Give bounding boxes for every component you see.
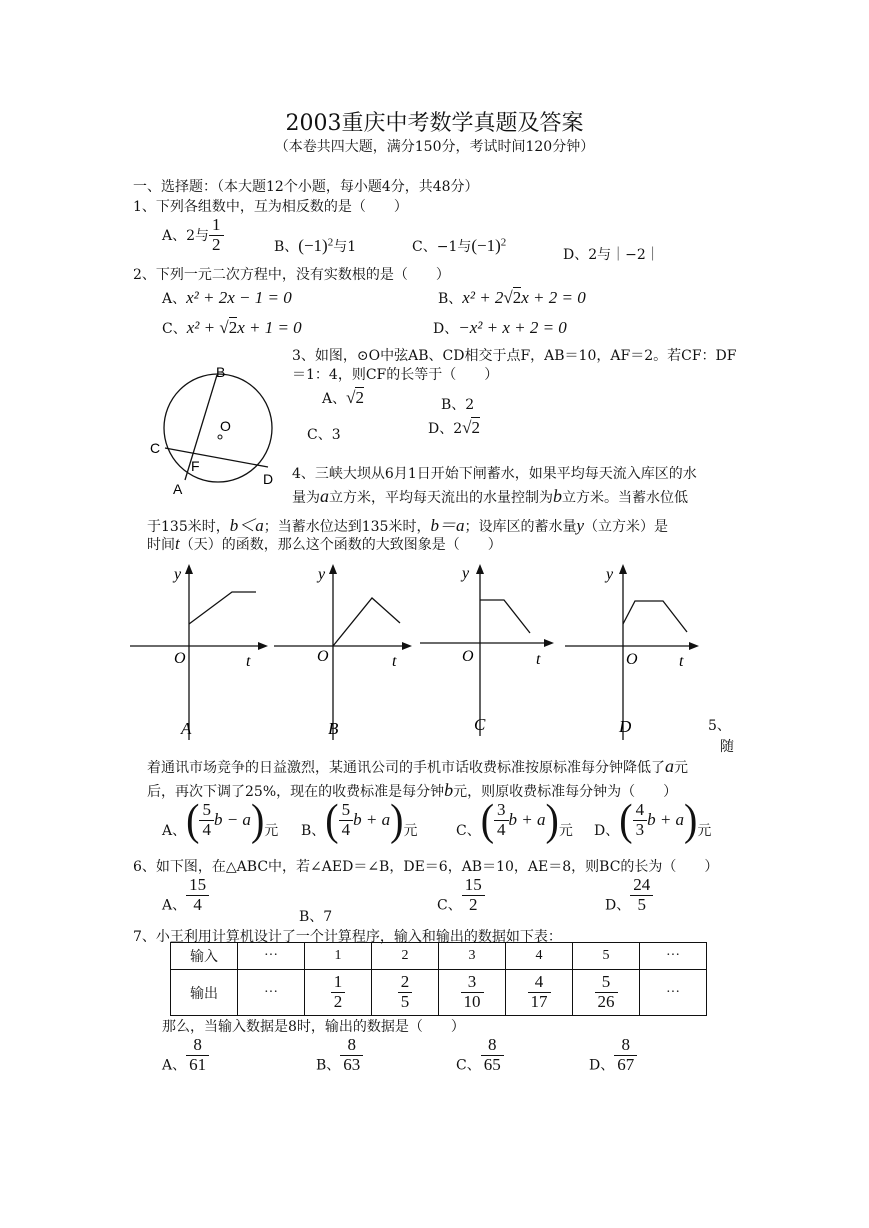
q6-option-b: B、7 bbox=[299, 909, 333, 925]
graph-b bbox=[272, 560, 412, 740]
graph-c-t: t bbox=[536, 651, 541, 668]
row-header-output: 输出 bbox=[171, 970, 238, 1016]
section-heading: 一、选择题：（本大题12个小题，每小题4分，共48分） bbox=[133, 179, 479, 195]
q7-tail: 那么，当输入数据是8时，输出的数据是（ ） bbox=[162, 1019, 465, 1035]
q3-line1: 3、如图，⊙O中弦AB、CD相交于点F，AB＝10，AF＝2。若CF：DF bbox=[292, 348, 737, 364]
q4-line4: 时间t（天）的函数，那么这个函数的大致图象是（ ） bbox=[147, 534, 502, 553]
table-cell: 4 bbox=[506, 943, 573, 970]
q2-option-d: D、−x² + x + 2 = 0 bbox=[433, 318, 567, 337]
q6-option-a: A、 $\frac{15}{4}$ bbox=[162, 876, 209, 914]
graph-a-label: A bbox=[181, 719, 192, 738]
q3-option-a: A、√2 bbox=[322, 388, 364, 407]
table-cell: 2 bbox=[372, 943, 439, 970]
table-cell: $\frac{1}{2}$ bbox=[305, 970, 372, 1016]
graph-a-y: y bbox=[174, 566, 182, 583]
label-D: D bbox=[263, 471, 274, 487]
graph-b-o: O bbox=[317, 648, 329, 665]
q2-option-c: C、x² + √2x + 1 = 0 bbox=[162, 318, 302, 337]
table-cell: 1 bbox=[305, 943, 372, 970]
graph-d bbox=[563, 560, 703, 740]
graph-b-label: B bbox=[328, 719, 339, 738]
table-cell: 5 bbox=[573, 943, 640, 970]
q5-option-b: B、( $\frac{5}{4}$ b + a)元 bbox=[301, 794, 418, 845]
graph-a-o: O bbox=[174, 650, 186, 667]
table-row-input bbox=[171, 943, 707, 970]
q4-line2: 量为a立方米，平均每天流出的水量控制为b立方米。当蓄水位低 bbox=[292, 486, 688, 506]
graph-b-y: y bbox=[318, 566, 326, 583]
q5-option-d: D、( $\frac{4}{3}$ b + a)元 bbox=[594, 794, 712, 845]
table-cell: $\frac{5}{26}$ bbox=[573, 970, 640, 1016]
q7-option-b: B、 $\frac{8}{63}$ bbox=[316, 1036, 363, 1074]
q6-stem: 6、如下图，在△ABC中，若∠AED＝∠B，DE＝6，AB＝10，AE＝8，则BC的长为（ ） bbox=[133, 859, 719, 875]
page-subtitle: （本卷共四大题，满分150分，考试时间120分钟） bbox=[274, 139, 595, 155]
graph-d-o: O bbox=[626, 651, 638, 668]
q5-sui: 随 bbox=[720, 739, 734, 755]
table-cell: ··· bbox=[238, 970, 305, 1016]
q3-line2: ＝1：4，则CF的长等于（ ） bbox=[292, 367, 499, 383]
table-cell: ··· bbox=[640, 943, 707, 970]
graph-c-o: O bbox=[462, 648, 474, 665]
table-cell: $\frac{3}{10}$ bbox=[439, 970, 506, 1016]
q7-stem: 7、小王利用计算机设计了一个计算程序，输入和输出的数据如下表： bbox=[133, 929, 562, 945]
q1-stem: 1、下列各组数中，互为相反数的是（ ） bbox=[133, 199, 408, 215]
graph-d-y: y bbox=[606, 566, 614, 583]
graph-d-label: D bbox=[619, 717, 632, 736]
q2-option-b: B、x² + 2√2x + 2 = 0 bbox=[438, 288, 586, 307]
q7-option-d: D、 $\frac{8}{67}$ bbox=[589, 1036, 637, 1074]
q6-option-c: C、 $\frac{15}{2}$ bbox=[437, 876, 485, 914]
q5-option-a: A、( $\frac{5}{4}$ b − a)元 bbox=[162, 794, 279, 845]
q4-line1: 4、三峡大坝从6月1日开始下闸蓄水，如果平均每天流入库区的水 bbox=[292, 466, 697, 482]
q1-option-b: B、$(-1)^2$与1 bbox=[274, 236, 357, 255]
table-cell: 3 bbox=[439, 943, 506, 970]
graph-c bbox=[418, 560, 558, 740]
graph-a-t: t bbox=[246, 653, 251, 670]
label-F: F bbox=[191, 458, 200, 474]
q5-number: 5、 bbox=[708, 718, 731, 734]
label-C: C bbox=[150, 440, 161, 456]
q7-option-a: A、 $\frac{8}{61}$ bbox=[162, 1036, 209, 1074]
q2-option-a: A、x² + 2x − 1 = 0 bbox=[162, 288, 292, 307]
label-O: O bbox=[220, 418, 231, 434]
io-table bbox=[170, 942, 707, 1016]
q5-line1: 着通讯市场竞争的日益激烈，某通讯公司的手机市话收费标准按原标准每分钟降低了a元 bbox=[147, 756, 688, 776]
circle-figure bbox=[140, 360, 290, 500]
q1-option-c: C、−1与$(-1)^2$ bbox=[412, 236, 507, 255]
page-title: 2003重庆中考数学真题及答案 bbox=[285, 111, 584, 136]
q4-line3: 于135米时，b＜a；当蓄水位达到135米时，b＝a；设库区的蓄水量y（立方米）是 bbox=[147, 516, 669, 535]
graph-d-t: t bbox=[679, 653, 684, 670]
q7-option-c: C、 $\frac{8}{65}$ bbox=[456, 1036, 504, 1074]
table-cell: $\frac{4}{17}$ bbox=[506, 970, 573, 1016]
table-cell: ··· bbox=[640, 970, 707, 1016]
q5-line2: 后，再次下调了25%，现在的收费标准是每分钟b元，则原收费标准每分钟为（ ） bbox=[147, 780, 678, 800]
q5-option-c: C、( $\frac{3}{4}$ b + a)元 bbox=[456, 794, 573, 845]
q2-stem: 2、下列一元二次方程中，没有实数根的是（ ） bbox=[133, 267, 450, 283]
label-A: A bbox=[173, 481, 183, 497]
q1-option-a: A、2与 $\frac{1}{2}$ bbox=[162, 216, 224, 254]
q1-option-d: D、2与｜−2｜ bbox=[563, 247, 660, 263]
graph-c-y: y bbox=[462, 565, 470, 582]
q6-option-d: D、 $\frac{24}{5}$ bbox=[605, 876, 653, 914]
table-cell: $\frac{2}{5}$ bbox=[372, 970, 439, 1016]
table-cell: ··· bbox=[238, 943, 305, 970]
graph-b-t: t bbox=[392, 653, 397, 670]
graph-a bbox=[128, 560, 268, 740]
graph-c-label: C bbox=[474, 715, 486, 734]
q3-option-b: B、2 bbox=[441, 397, 475, 413]
label-B: B bbox=[216, 364, 226, 380]
q3-option-c: C、3 bbox=[307, 427, 341, 443]
table-row-output bbox=[171, 970, 707, 1016]
q3-option-d: D、2√2 bbox=[428, 418, 480, 437]
row-header-input: 输入 bbox=[171, 943, 238, 970]
